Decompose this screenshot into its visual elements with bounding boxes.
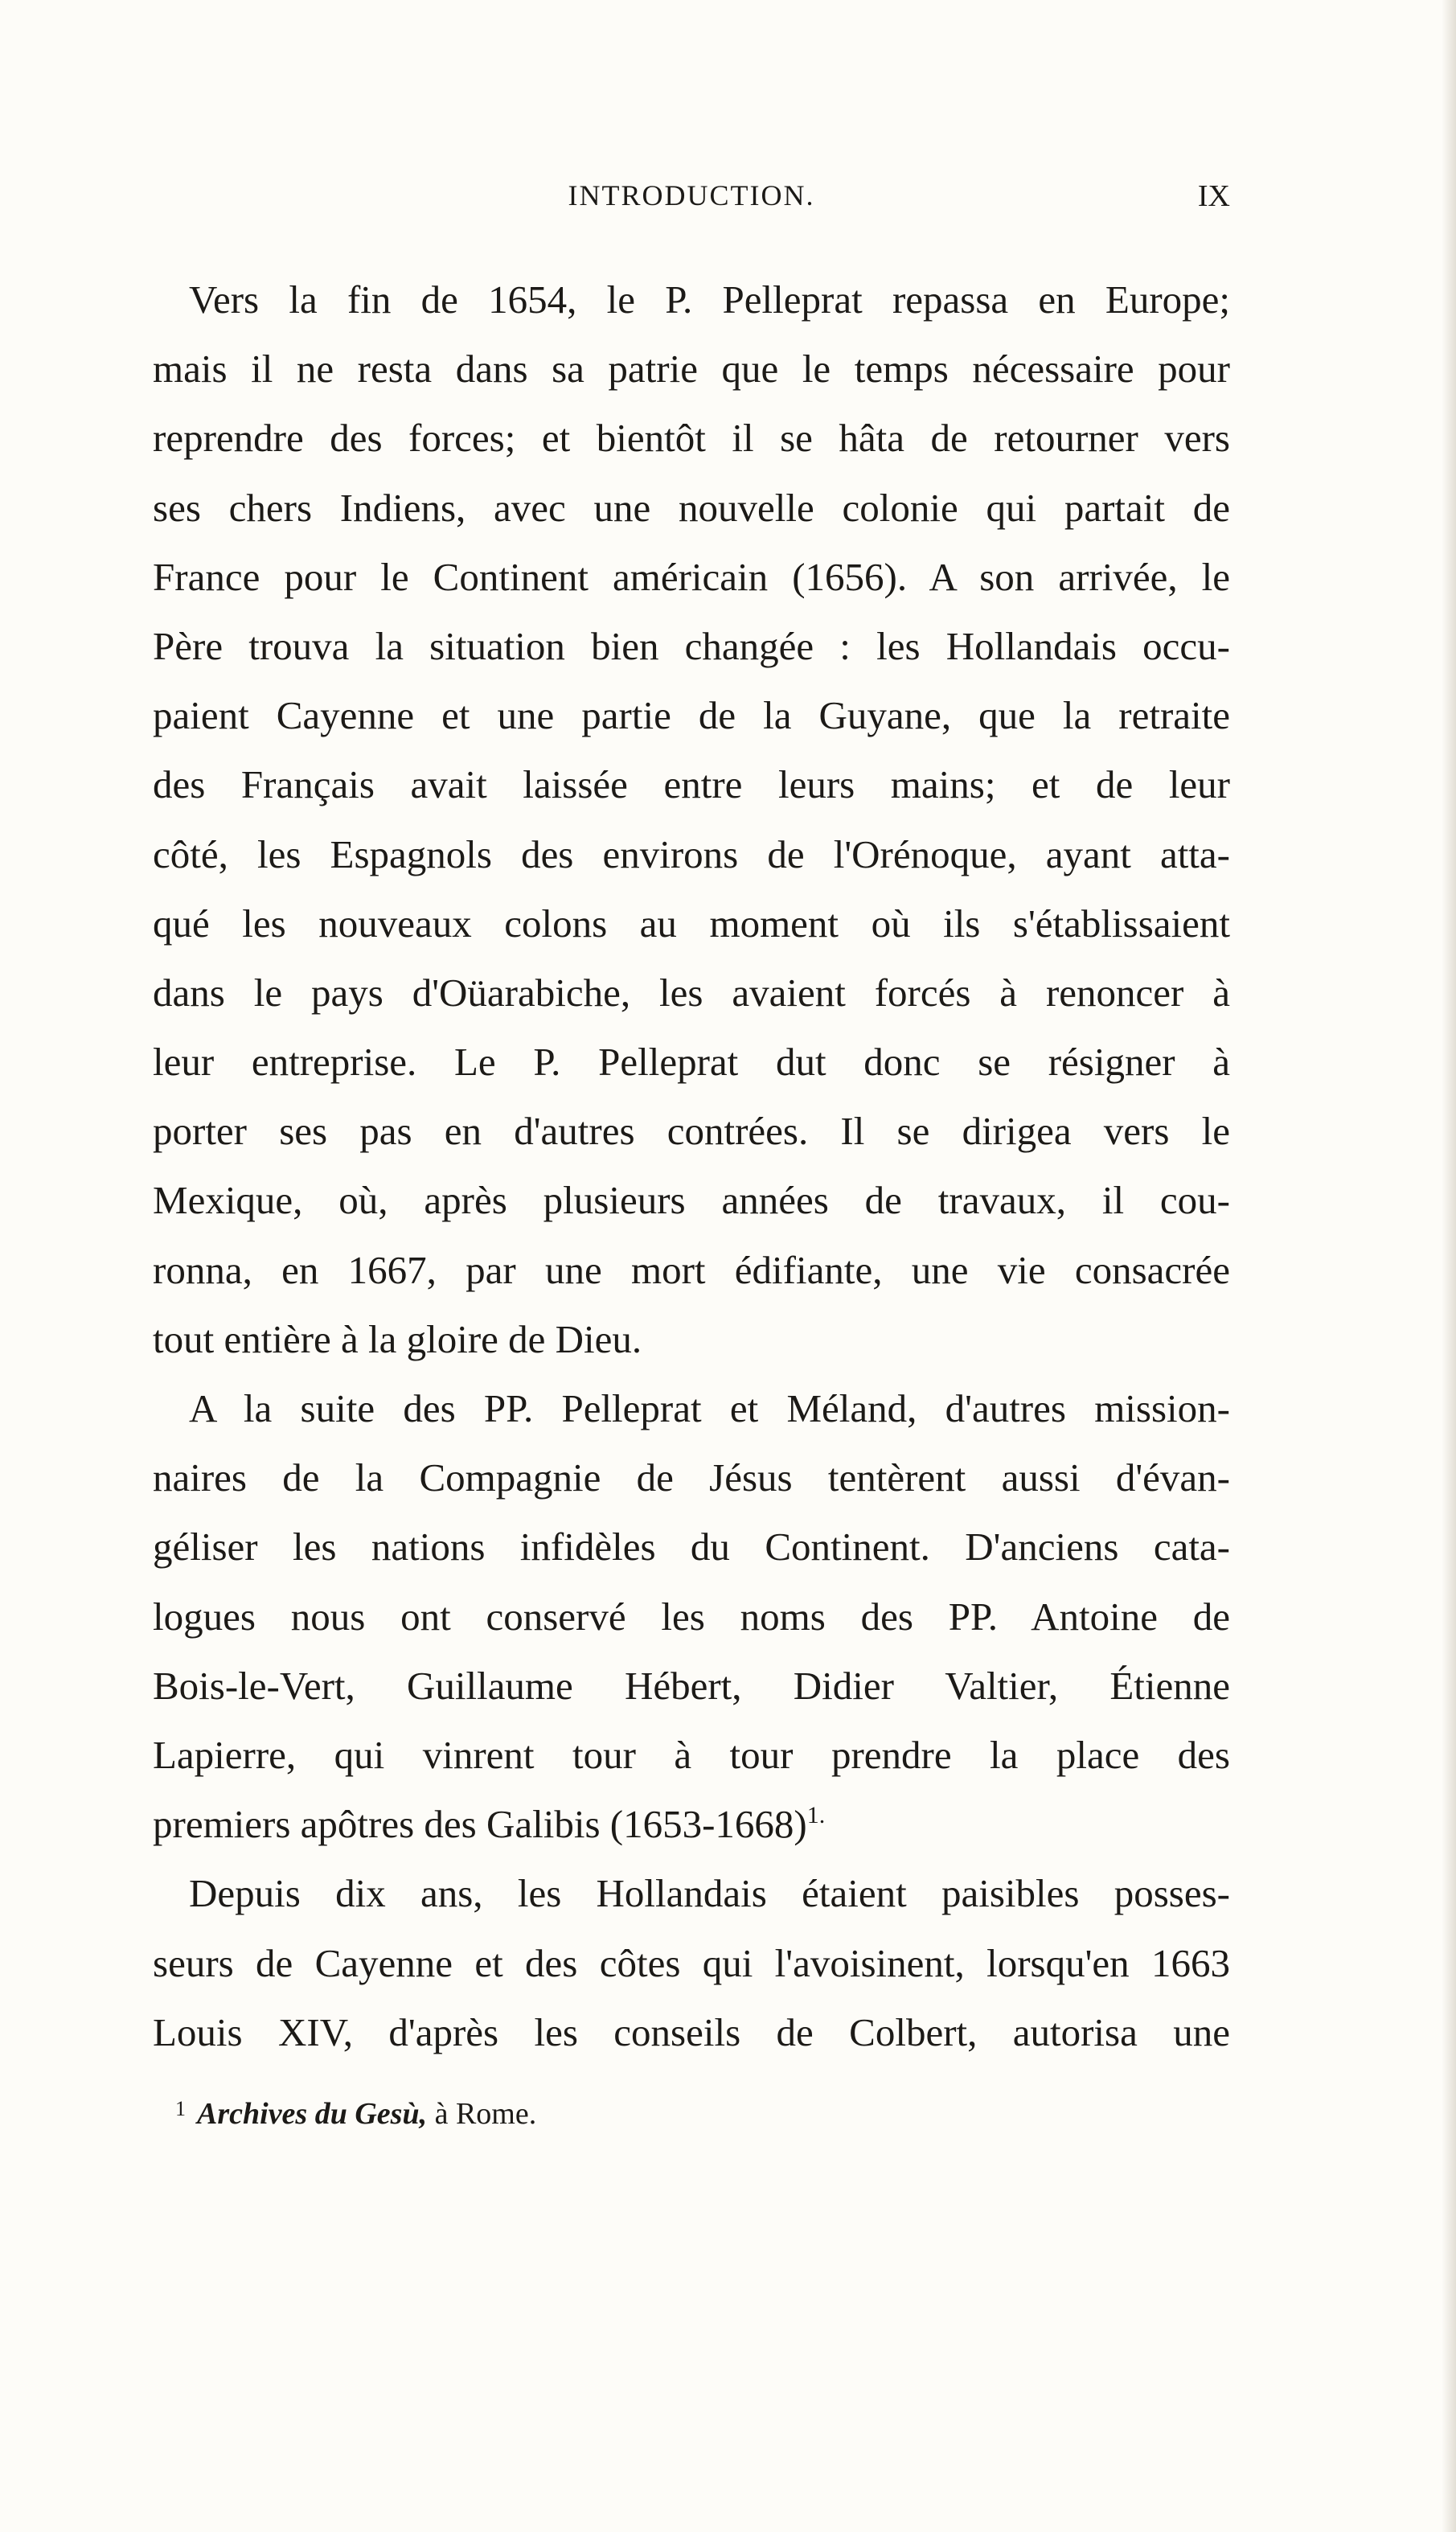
footnote-source-title: Archives du Gesù,	[197, 2097, 428, 2131]
page-header	[153, 179, 1230, 227]
body-text	[153, 265, 1230, 2067]
footnote	[175, 2096, 536, 2132]
text-line: Louis XIV, d'après les conseils de Colbert, autorisa une	[153, 2009, 1230, 2054]
text-line-with-footnote	[153, 1790, 1230, 1859]
text-line: seurs de Cayenne et des côtes qui l'avoisinent, lorsqu'en 1663	[153, 1940, 1230, 1985]
text-line: Vers la fin de 1654, le P. Pelleprat repassa en Europe;	[189, 277, 1230, 322]
text-line: côté, les Espagnols des environs de l'Orénoque, ayant atta-	[153, 831, 1230, 876]
text-line: France pour le Continent américain (1656). A son arrivée, le	[153, 554, 1230, 599]
text-line: naires de la Compagnie de Jésus tentèrent aussi d'évan-	[153, 1455, 1230, 1500]
text-line: paient Cayenne et une partie de la Guyane, que la retraite	[153, 693, 1230, 738]
text-line: Lapierre, qui vinrent tour à tour prendre la place des	[153, 1732, 1230, 1777]
text-line: leur entreprise. Le P. Pelleprat dut donc se résigner à	[153, 1040, 1230, 1085]
text-line: reprendre des forces; et bientôt il se hâta de retourner vers	[153, 416, 1230, 461]
text-line: ronna, en 1667, par une mort édifiante, une vie consacrée	[153, 1247, 1230, 1292]
footnote-number: 1	[175, 2097, 186, 2120]
text-line: Père trouva la situation bien changée : les Hollandais occu-	[153, 623, 1230, 668]
page-edge-shadow	[1442, 0, 1456, 2532]
text-line: Bois-le-Vert, Guillaume Hébert, Didier Valtier, Étienne	[153, 1663, 1230, 1708]
text-line: Depuis dix ans, les Hollandais étaient paisibles posses-	[189, 1871, 1230, 1916]
text-line: tout entière à la gloire de Dieu.	[153, 1316, 642, 1361]
text-line: mais il ne resta dans sa patrie que le temps nécessaire pour	[153, 347, 1230, 392]
text-line: logues nous ont conservé les noms des PP. Antoine de	[153, 1594, 1230, 1639]
footnote-location: à Rome.	[434, 2097, 537, 2131]
text-line: A la suite des PP. Pelleprat et Méland, d'autres mission-	[189, 1386, 1230, 1430]
page-number: IX	[1197, 179, 1230, 213]
text-line: qué les nouveaux colons au moment où ils s'établissaient	[153, 901, 1230, 946]
text-line: premiers apôtres des Galibis (1653-1668)	[153, 1802, 807, 1847]
text-line: géliser les nations infidèles du Continent. D'anciens cata-	[153, 1525, 1230, 1570]
text-line: dans le pays d'Oüarabiche, les avaient forcés à renoncer à	[153, 970, 1230, 1015]
text-line: porter ses pas en d'autres contrées. Il se dirigea vers le	[153, 1109, 1230, 1154]
running-title: INTRODUCTION.	[568, 179, 815, 211]
text-line: des Français avait laissée entre leurs mains; et de leur	[153, 762, 1230, 807]
text-line: ses chers Indiens, avec une nouvelle colonie qui partait de	[153, 485, 1230, 530]
text-line: Mexique, où, après plusieurs années de travaux, il cou-	[153, 1178, 1230, 1223]
footnote-reference: 1.	[806, 1802, 826, 1829]
